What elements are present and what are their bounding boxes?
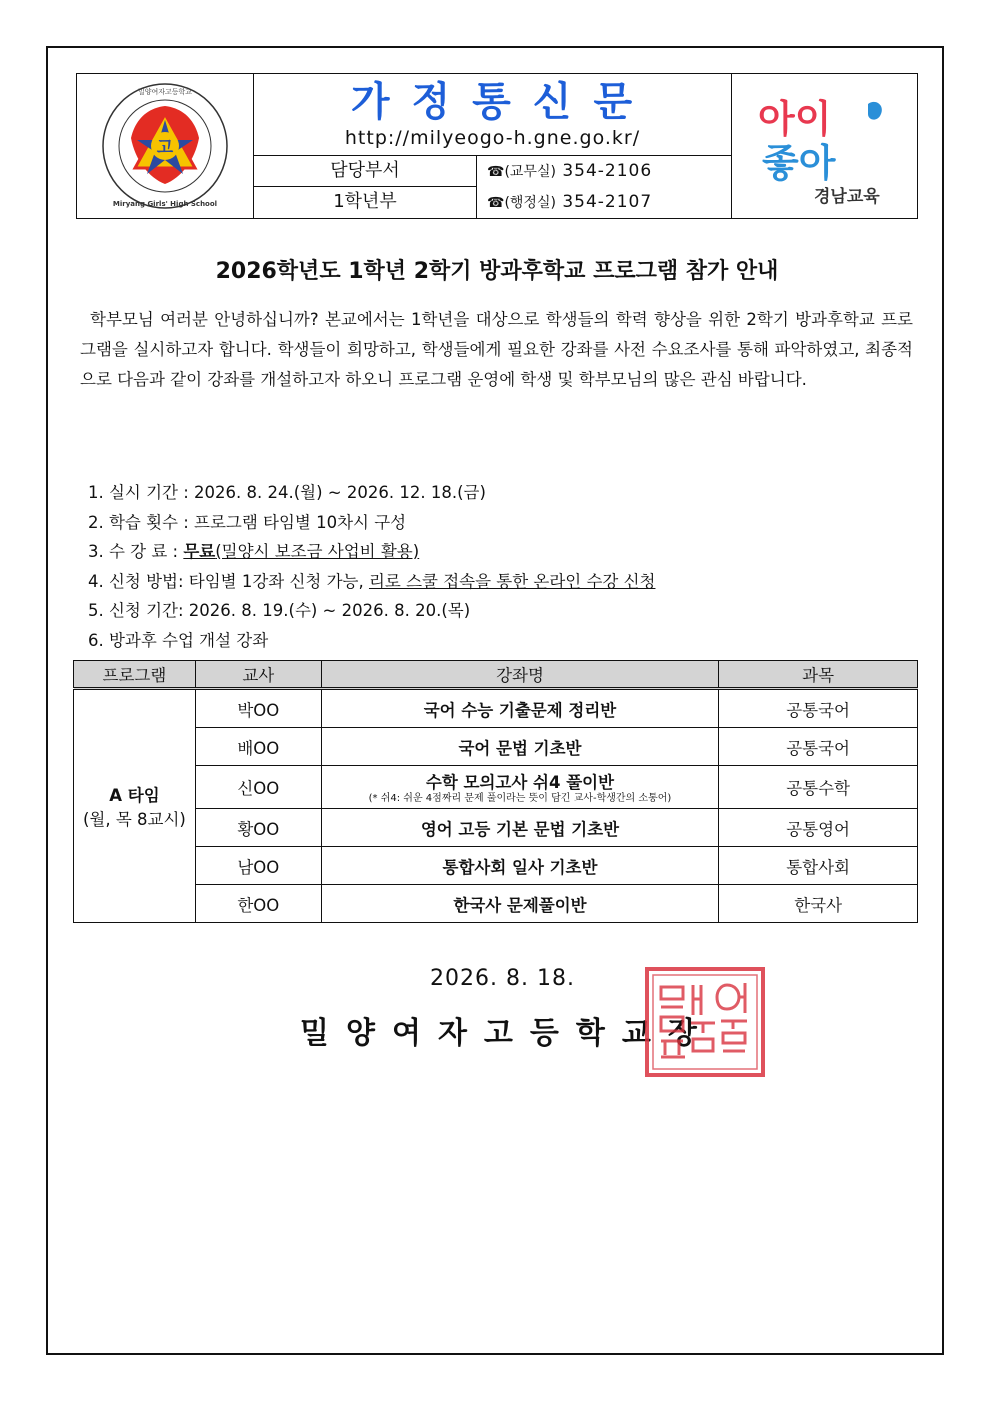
brand-line2: 좋아 <box>762 141 836 185</box>
course-cell: 국어 수능 기출문제 정리반 <box>321 689 718 728</box>
document-title: 2026학년도 1학년 2학기 방과후학교 프로그램 참가 안내 <box>215 259 779 284</box>
course-title: 수학 모의고사 쉬4 풀이반 <box>425 773 615 792</box>
program-cell <box>74 689 196 923</box>
gyeongnam-education-logo <box>750 84 900 209</box>
course-note: (* 쉬4: 쉬운 4점짜리 문제 풀이라는 뜻이 담긴 교사-학생간의 소통어) <box>368 793 672 804</box>
teacher-cell: 배OO <box>195 728 321 766</box>
official-seal <box>643 965 767 1079</box>
header-program: 프로그램 <box>74 661 196 689</box>
header-subject: 과목 <box>719 661 918 689</box>
table-row <box>74 766 918 809</box>
subject-cell: 공통영어 <box>719 809 918 847</box>
dept-label: 담당부서 <box>254 156 477 187</box>
phone-admin-label: ☎(행정실) <box>487 195 556 211</box>
subject-cell: 공통수학 <box>719 766 918 809</box>
school-url[interactable]: http://milyeogo-h.gne.go.kr/ <box>344 127 641 149</box>
subject-cell: 통합사회 <box>719 847 918 885</box>
course-cell: 통합사회 일사 기초반 <box>321 847 718 885</box>
list-item-apply-period: 5. 신청 기간: 2026. 8. 19.(수) ~ 2026. 8. 20.(목) <box>88 601 471 620</box>
school-emblem-icon <box>91 80 239 212</box>
subject-cell: 공통국어 <box>719 689 918 728</box>
teacher-cell: 신OO <box>195 766 321 809</box>
logo-ring-text-ko: 밀양여자고등학교 <box>137 88 193 96</box>
teacher-cell: 남OO <box>195 847 321 885</box>
info-list <box>88 478 655 655</box>
table-row <box>74 885 918 923</box>
teacher-cell: 박OO <box>195 689 321 728</box>
list-item-period: 1. 실시 기간 : 2026. 8. 24.(월) ~ 2026. 12. 18.(금) <box>88 483 486 502</box>
fee-rest: (밀양시 보조금 사업비 활용) <box>215 542 420 561</box>
logo-center-char: 고 <box>156 138 174 158</box>
table-header-row <box>74 661 918 689</box>
list-item-method <box>88 567 655 597</box>
letterhead <box>76 73 918 219</box>
table-row <box>74 728 918 766</box>
header-teacher: 교사 <box>195 661 321 689</box>
subject-cell: 한국사 <box>719 885 918 923</box>
brand-sub: 경남교육 <box>814 187 880 207</box>
course-cell: 국어 문법 기초반 <box>321 728 718 766</box>
fee-free: 무료 <box>183 542 216 561</box>
principal-signature: 밀양여자고등학교장 <box>300 1016 714 1051</box>
phone-admin <box>477 187 732 218</box>
brand-line1: 아이 <box>758 97 832 141</box>
teacher-cell: 황OO <box>195 809 321 847</box>
school-logo-cell <box>77 74 254 218</box>
table-row <box>74 689 918 728</box>
subject-cell: 공통국어 <box>719 728 918 766</box>
list-item-sessions: 2. 학습 횟수 : 프로그램 타임별 10차시 구성 <box>88 512 407 532</box>
course-cell: 영어 고등 기본 문법 기초반 <box>321 809 718 847</box>
table-row <box>74 847 918 885</box>
course-table <box>73 660 918 923</box>
phone-office <box>477 156 732 187</box>
method-prefix: 4. 신청 방법: 타임별 1강좌 신청 가능, <box>88 571 369 591</box>
logo-ring-text-en: Miryang Girls' High School <box>112 200 218 208</box>
program-name: A 타임 <box>109 786 160 805</box>
phone-office-number: 354-2106 <box>562 161 653 181</box>
newsletter-title: 가정통신문 <box>350 79 655 125</box>
brand-cell <box>732 74 917 218</box>
course-cell: 한국사 문제풀이반 <box>321 885 718 923</box>
program-time: (월, 목 8교시) <box>83 810 186 829</box>
intro-paragraph: 학부모님 여러분 안녕하십니까? 본교에서는 1학년을 대상으로 학생들의 학력 향상을 위한 2학기 방과후학교 프로그램을 실시하고자 합니다. 학생들이 희망하고, 학생들에게 필요한 강좌를 사전 수요조사를 통해 파악하였고, 최종적으로 다음과 같이 강좌를 개설하고자 하오니 프로그램 운영에 학생 및 학부모님의 많은 관심 바랍니다. <box>80 310 913 389</box>
fee-prefix: 3. 수 강 료 : <box>88 542 184 561</box>
method-online: 리로 스쿨 접속을 통한 온라인 수강 신청 <box>368 571 656 591</box>
issue-date: 2026. 8. 18. <box>430 966 575 991</box>
dept-value: 1학년부 <box>254 187 477 218</box>
header-course: 강좌명 <box>321 661 718 689</box>
teacher-cell: 한OO <box>195 885 321 923</box>
course-cell <box>321 766 718 809</box>
list-item-fee <box>88 537 655 567</box>
phone-admin-number: 354-2107 <box>562 192 653 212</box>
table-row <box>74 809 918 847</box>
phone-office-label: ☎(교무실) <box>487 164 556 180</box>
newsletter-title-cell <box>254 74 732 156</box>
list-item-courses: 6. 방과후 수업 개설 강좌 <box>88 630 269 650</box>
